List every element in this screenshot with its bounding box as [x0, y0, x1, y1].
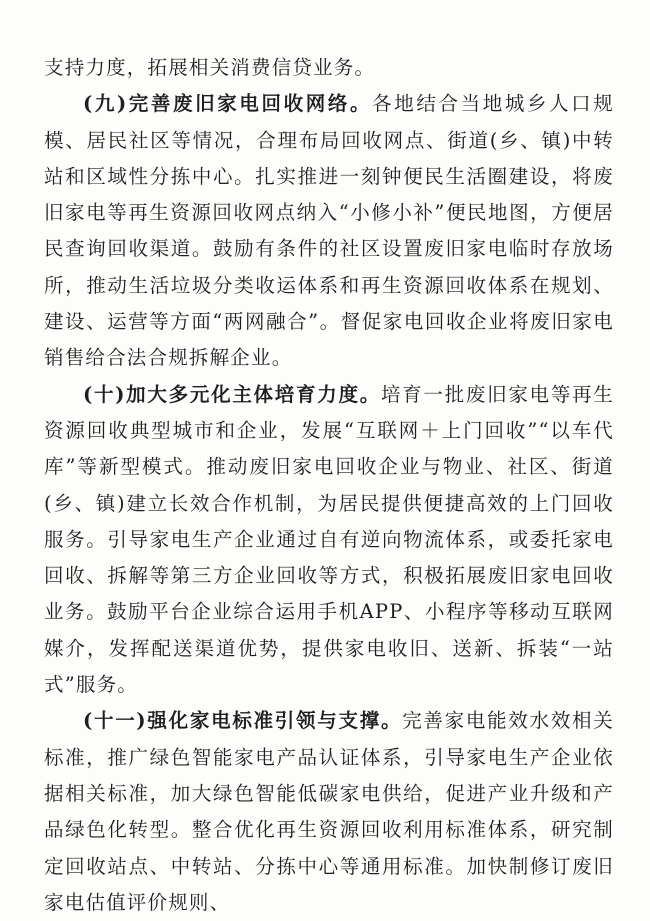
paragraph-section-9 — [44, 86, 614, 376]
section-heading: (十)加大多元化主体培育力度。 — [83, 382, 381, 406]
paragraph-section-11 — [44, 703, 614, 921]
section-heading: (九)完善废旧家电回收网络。 — [83, 92, 373, 116]
paragraph-body: 各地结合当地城乡人口规模、居民社区等情况，合理布局回收网点、街道(乡、镇)中转站和区域性分拣中心。扎实推进一刻钟便民生活圈建设，将废旧家电等再生资源回收网点纳入“小修小补”便民地图，方便居民查询回收渠道。鼓励有条件的社区设置废旧家电临时存放场所，推动生活垃圾分类收运体系和再生资源回收体系在规划、建设、运营等方面“两网融合”。督促家电回收企业将废旧家电销售给合法合规拆解企业。 — [44, 92, 614, 370]
paragraph-continuation — [44, 0, 614, 86]
paragraph-body: 完善家电能效水效相关标准，推广绿色智能家电产品认证体系，引导家电生产企业依据相关标准，加大绿色智能低碳家电供给，促进产业升级和产品绿色化转型。整合优化再生资源回收利用标准体系，研究制定回收站点、中转站、分拣中心等通用标准。加快制修订废旧家电估值评价规则、 — [44, 709, 614, 914]
paragraph-section-10 — [44, 377, 614, 704]
paragraph-body: 支持力度，拓展相关消费信贷业务。 — [44, 56, 376, 79]
section-heading: (十一)强化家电标准引领与支撑。 — [83, 709, 403, 733]
paragraph-body: 培育一批废旧家电等再生资源回收典型城市和企业，发展“互联网＋上门回收”“以车代库”等新型模式。推动废旧家电回收企业与物业、社区、街道(乡、镇)建立长效合作机制，为居民提供便捷高效的上门回收服务。引导家电生产企业通过自有逆向物流体系，或委托家电回收、拆解等第三方企业回收等方式，积极拓展废旧家电回收业务。鼓励平台企业综合运用手机APP、小程序等移动互联网媒介，发挥配送渠道优势，提供家电收旧、送新、拆装“一站式”服务。 — [44, 382, 615, 697]
